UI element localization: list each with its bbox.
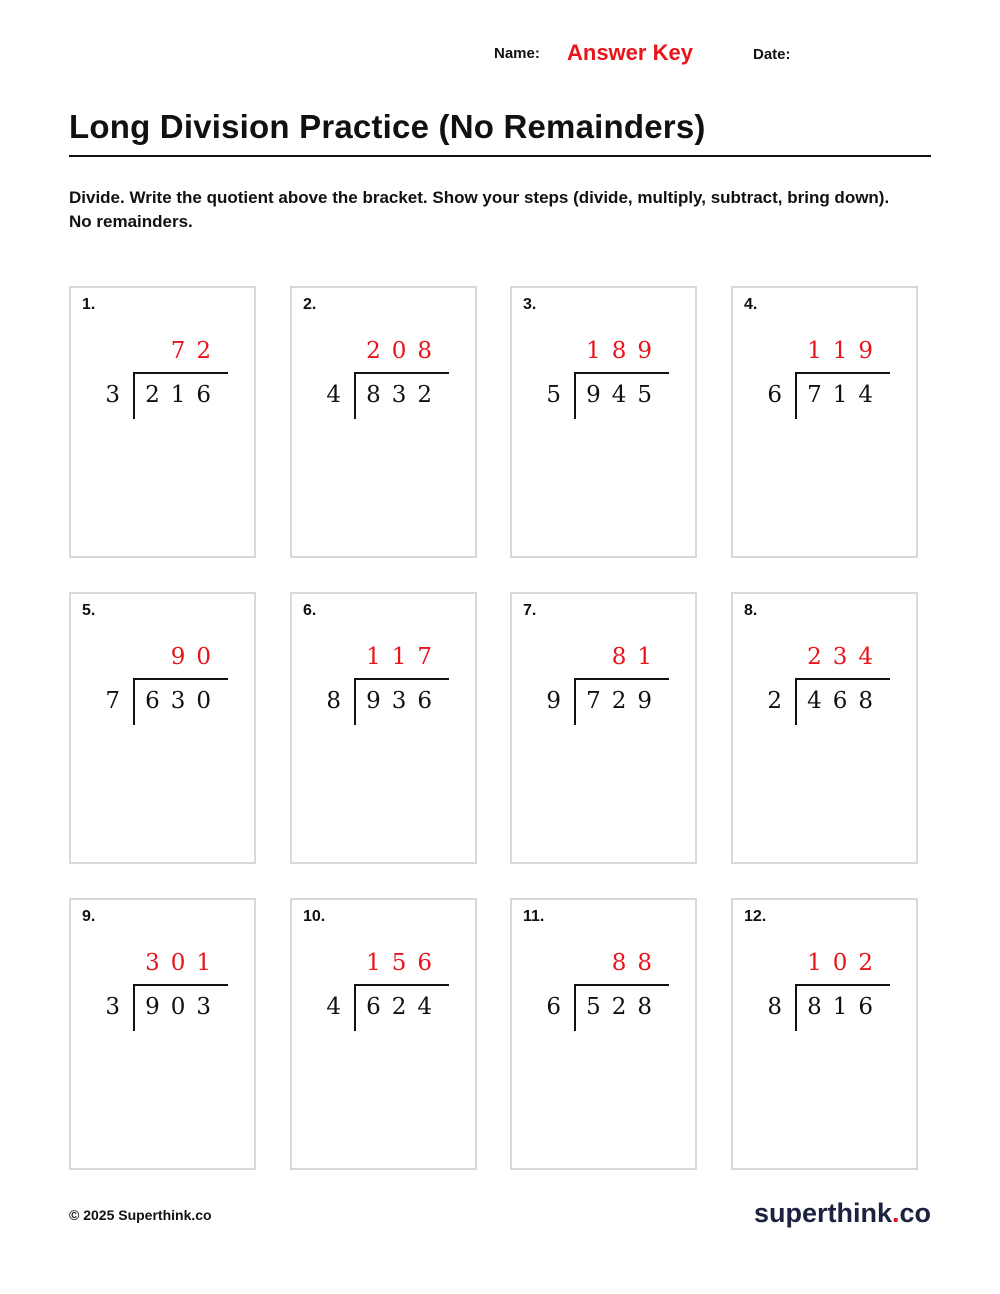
problem-number: 6. [303,602,317,619]
brand-logo [754,1198,931,1229]
problem-card-4 [731,286,918,558]
problem-card-1 [69,286,256,558]
brand-dot: . [891,1198,900,1228]
quotient: 90 [170,644,222,670]
division-bracket-top [133,372,228,374]
problem-number: 11. [523,908,545,925]
copyright: © 2025 Superthink.co [69,1207,212,1223]
dividend: 528 [586,994,663,1020]
problem-card-6 [290,592,477,864]
quotient: 81 [611,644,663,670]
problem-card-11 [510,898,697,1170]
division-bracket-side [574,678,576,725]
problem-number: 1. [82,296,96,313]
dividend: 945 [586,382,663,408]
division-bracket-side [354,984,356,1031]
division-bracket-side [795,984,797,1031]
problem-card-2 [290,286,477,558]
division-bracket-side [133,372,135,419]
quotient: 208 [366,338,443,364]
problem-number: 9. [82,908,96,925]
division-bracket-top [354,372,449,374]
division-bracket-side [133,984,135,1031]
problem-number: 3. [523,296,537,313]
divisor: 3 [105,382,120,408]
problem-card-8 [731,592,918,864]
divisor: 3 [105,994,120,1020]
problem-number: 12. [744,908,767,925]
division-bracket-side [795,678,797,725]
page-title: Long Division Practice (No Remainders) [69,108,706,145]
division-bracket-side [574,984,576,1031]
divisor: 5 [546,382,561,408]
quotient: 301 [145,950,222,976]
dividend: 903 [145,994,222,1020]
dividend: 468 [807,688,884,714]
brand-main: superthink [753,1198,892,1228]
brand-tld: co [899,1198,931,1228]
problem-card-12 [731,898,918,1170]
problem-card-7 [510,592,697,864]
quotient: 88 [611,950,663,976]
problem-number: 7. [523,602,537,619]
division-bracket-top [574,678,669,680]
division-bracket-side [574,372,576,419]
division-bracket-side [354,678,356,725]
quotient: 189 [586,338,663,364]
division-bracket-top [574,984,669,986]
divisor: 6 [767,382,782,408]
divisor: 4 [326,994,341,1020]
problem-number: 8. [744,602,758,619]
problem-number: 5. [82,602,96,619]
division-bracket-side [354,372,356,419]
division-bracket-top [795,984,890,986]
division-bracket-top [354,984,449,986]
divisor: 2 [767,688,782,714]
divisor: 6 [546,994,561,1020]
dividend: 630 [145,688,222,714]
division-bracket-side [133,678,135,725]
problem-number: 2. [303,296,317,313]
dividend: 714 [807,382,884,408]
date-label: Date: [753,46,791,63]
dividend: 936 [366,688,443,714]
divisor: 8 [326,688,341,714]
quotient: 102 [807,950,884,976]
dividend: 832 [366,382,443,408]
problem-card-9 [69,898,256,1170]
problem-card-5 [69,592,256,864]
division-bracket-top [795,678,890,680]
quotient: 117 [366,644,443,670]
quotient: 119 [807,338,884,364]
name-value: Answer Key [567,40,693,65]
quotient: 72 [170,338,222,364]
problem-card-3 [510,286,697,558]
dividend: 624 [366,994,443,1020]
instructions: Divide. Write the quotient above the bracket. Show your steps (divide, multiply, subtract, bring down). No remainders. [69,188,890,231]
name-label: Name: [494,45,540,62]
quotient: 234 [807,644,884,670]
divisor: 7 [105,688,120,714]
divisor: 9 [546,688,561,714]
dividend: 729 [586,688,663,714]
division-bracket-top [133,984,228,986]
quotient: 156 [366,950,443,976]
dividend: 216 [145,382,222,408]
division-bracket-top [574,372,669,374]
division-bracket-top [795,372,890,374]
problem-number: 10. [303,908,326,925]
division-bracket-side [795,372,797,419]
division-bracket-top [133,678,228,680]
problem-card-10 [290,898,477,1170]
divisor: 8 [767,994,782,1020]
divisor: 4 [326,382,341,408]
division-bracket-top [354,678,449,680]
dividend: 816 [807,994,884,1020]
problem-number: 4. [744,296,758,313]
title-underline [69,155,931,157]
